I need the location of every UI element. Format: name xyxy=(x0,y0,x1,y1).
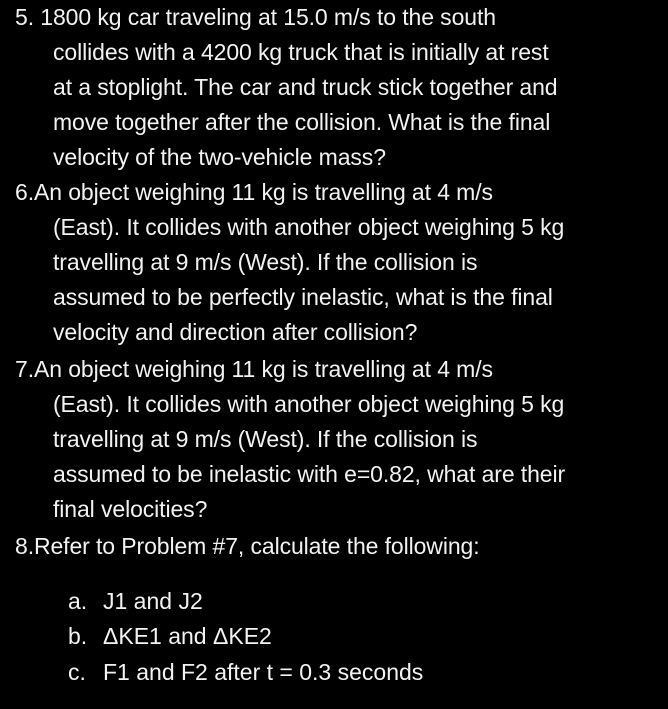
problem-6 xyxy=(15,175,655,350)
problem-5-line-2: collides with a 4200 kg truck that is initially at rest xyxy=(53,39,549,65)
problem-5-line-5: velocity of the two-vehicle mass? xyxy=(53,144,386,170)
problem-5 xyxy=(15,0,655,175)
problem-5-line-4: move together after the collision. What is the final xyxy=(53,109,551,135)
problem-7-line-3: travelling at 9 m/s (West). If the collision is xyxy=(53,426,478,452)
problem-8-line-1: 8.Refer to Problem #7, calculate the following: xyxy=(15,533,480,559)
problem-6-line-4: assumed to be perfectly inelastic, what is the final xyxy=(53,284,553,310)
problem-8 xyxy=(15,529,655,564)
problem-6-line-3: travelling at 9 m/s (West). If the collision is xyxy=(53,249,478,275)
subitem-c-letter: c. xyxy=(68,659,86,685)
subitem-a-letter: a. xyxy=(68,588,88,614)
problem-7-line-4: assumed to be inelastic with e=0.82, what are their xyxy=(53,461,566,487)
problem-6-line-1: 6.An object weighing 11 kg is travelling at 4 m/s xyxy=(15,179,493,205)
subitem-c xyxy=(68,655,423,690)
subitem-b-letter: b. xyxy=(68,623,88,649)
subitem-a-text: J1 and J2 xyxy=(103,588,203,614)
problem-7-line-5: final velocities? xyxy=(53,496,208,522)
problem-5-line-3: at a stoplight. The car and truck stick together and xyxy=(53,74,558,100)
subitem-b xyxy=(68,619,272,654)
problem-6-line-2: (East). It collides with another object weighing 5 kg xyxy=(53,214,565,240)
subitem-b-text: ΔKE1 and ΔKE2 xyxy=(103,623,272,649)
problem-5-line-1: 5. 1800 kg car traveling at 15.0 m/s to the south xyxy=(15,4,496,30)
problem-6-line-5: velocity and direction after collision? xyxy=(53,319,418,345)
subitem-c-text: F1 and F2 after t = 0.3 seconds xyxy=(103,659,424,685)
problem-7-line-2: (East). It collides with another object weighing 5 kg xyxy=(53,391,565,417)
problem-7 xyxy=(15,352,655,527)
subitem-a xyxy=(68,584,203,619)
problem-7-line-1: 7.An object weighing 11 kg is travelling at 4 m/s xyxy=(15,356,493,382)
